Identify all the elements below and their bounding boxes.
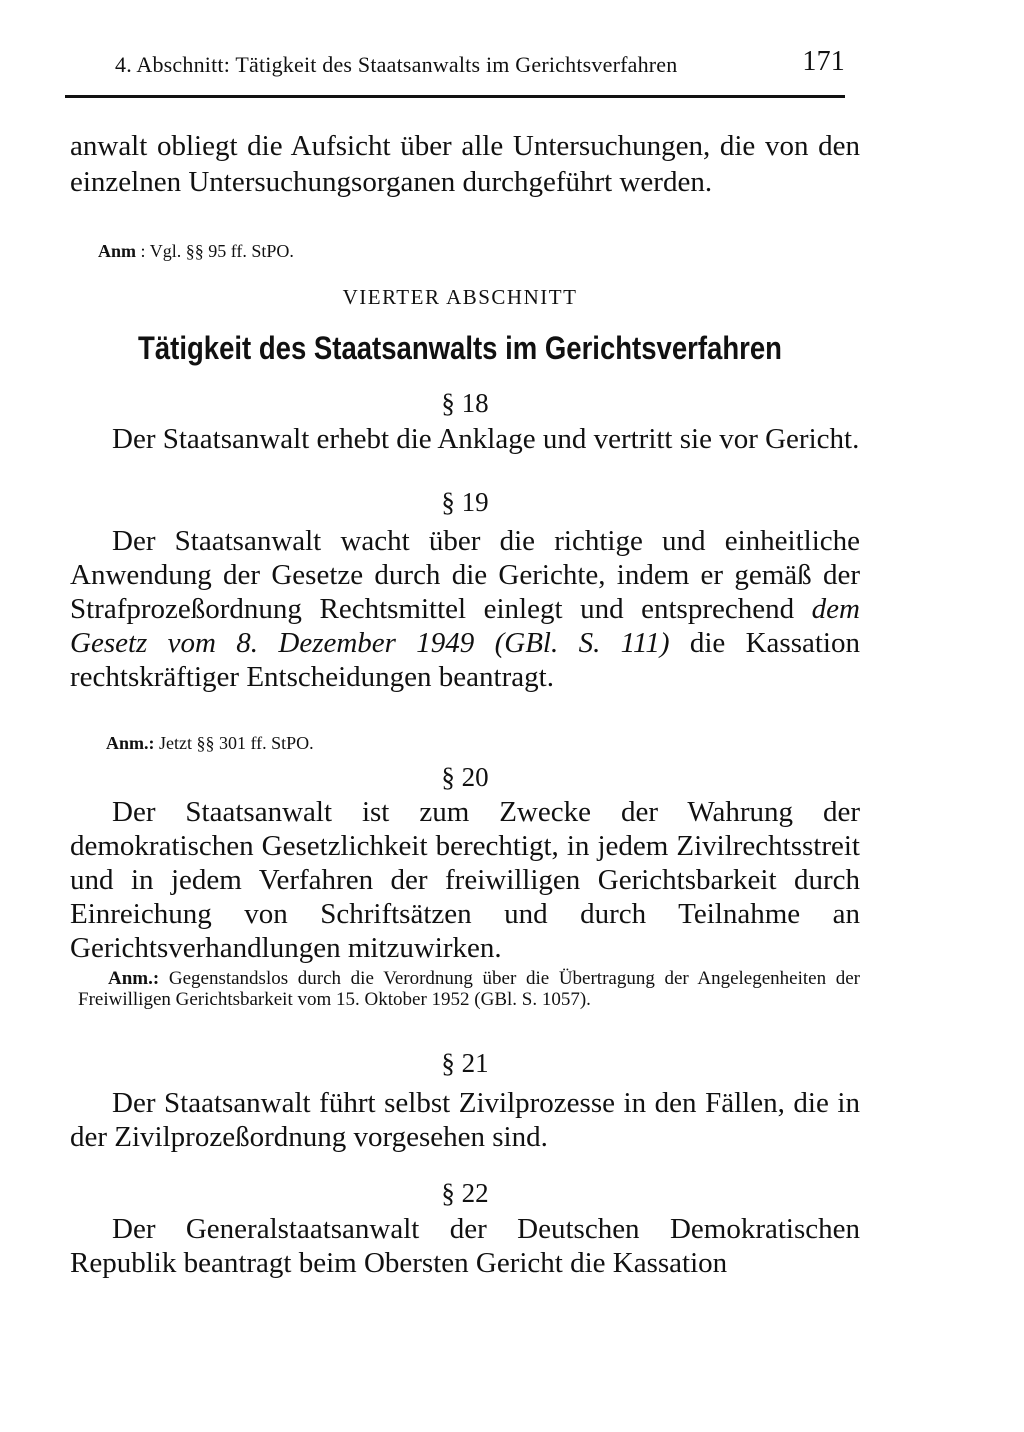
- paragraph-heading-21: § 21: [441, 1048, 489, 1078]
- page-number: 171: [802, 46, 845, 77]
- page-header: [115, 46, 845, 82]
- paragraph-heading-18: § 18: [441, 388, 489, 418]
- note-label: Anm.:: [108, 968, 160, 989]
- paragraph-22-text: Der Generalstaatsanwalt der Deutschen Demokratischen Republik beantragt beim Obersten Gericht die Kassation: [70, 1213, 860, 1279]
- header-rule: [65, 95, 845, 98]
- paragraph-19-note: [106, 732, 866, 754]
- paragraph-19-text-end: die Kassation rechtskräftiger Entscheidungen beantragt.: [70, 627, 860, 693]
- note-label: Anm.:: [106, 733, 155, 753]
- paragraph-heading-20: § 20: [441, 762, 489, 792]
- paragraph-18-text: Der Staatsanwalt erhebt die Anklage und vertritt sie vor Gericht.: [112, 423, 860, 455]
- paragraph-19-text-start: Der Staatsanwalt wacht über die richtige und einheitliche Anwendung der Gesetze durch die Gerichte, indem er gemäß der Strafprozeßordnung Rechtsmittel einlegt und entsprechend: [70, 525, 860, 625]
- running-title: 4. Abschnitt: Tätigkeit des Staatsanwalts im Gerichtsverfahren: [115, 52, 678, 77]
- paragraph-20-note: [78, 968, 860, 1010]
- chapter-title: Tätigkeit des Staatsanwalts im Gerichtsverfahren: [138, 330, 782, 366]
- paragraph-20-text: Der Staatsanwalt ist zum Zwecke der Wahrung der demokratischen Gesetzlichkeit berechtigt, in jedem Zivilrechtsstreit und in jedem Verfahren der freiwilligen Gerichtsbarkeit durch Einreichung von Schriftsätzen und durch Teilnahme an Gerichtsverhandlungen mitzuwirken.: [70, 796, 860, 964]
- paragraph-19-text: [70, 524, 860, 694]
- intro-paragraph: anwalt obliegt die Aufsicht über alle Untersuchungen, die von den einzelnen Untersuchungsorganen durchgeführt werden.: [70, 130, 860, 198]
- paragraph-heading-22: § 22: [441, 1178, 489, 1208]
- paragraph-heading-19: § 19: [441, 487, 489, 517]
- note-text: : Vgl. §§ 95 ff. StPO.: [136, 241, 294, 261]
- section-label: VIERTER ABSCHNITT: [342, 285, 578, 309]
- law-reference: dem Gesetz vom 8. Dezember 1949 (GBl. S. 111): [70, 593, 860, 659]
- paragraph-21-text: Der Staatsanwalt führt selbst Zivilprozesse in den Fällen, die in der Zivilprozeßordnung vorgesehen sind.: [70, 1087, 860, 1153]
- note-text: Jetzt §§ 301 ff. StPO.: [154, 733, 314, 753]
- note-label: Anm: [98, 241, 137, 261]
- note-text: Gegenstandslos durch die Verordnung über die Übertragung der Angelegenheiten der Freiwilligen Gerichtsbarkeit vom 15. Oktober 1952 (GBl. S. 1057).: [78, 968, 860, 1010]
- intro-note: [98, 240, 858, 262]
